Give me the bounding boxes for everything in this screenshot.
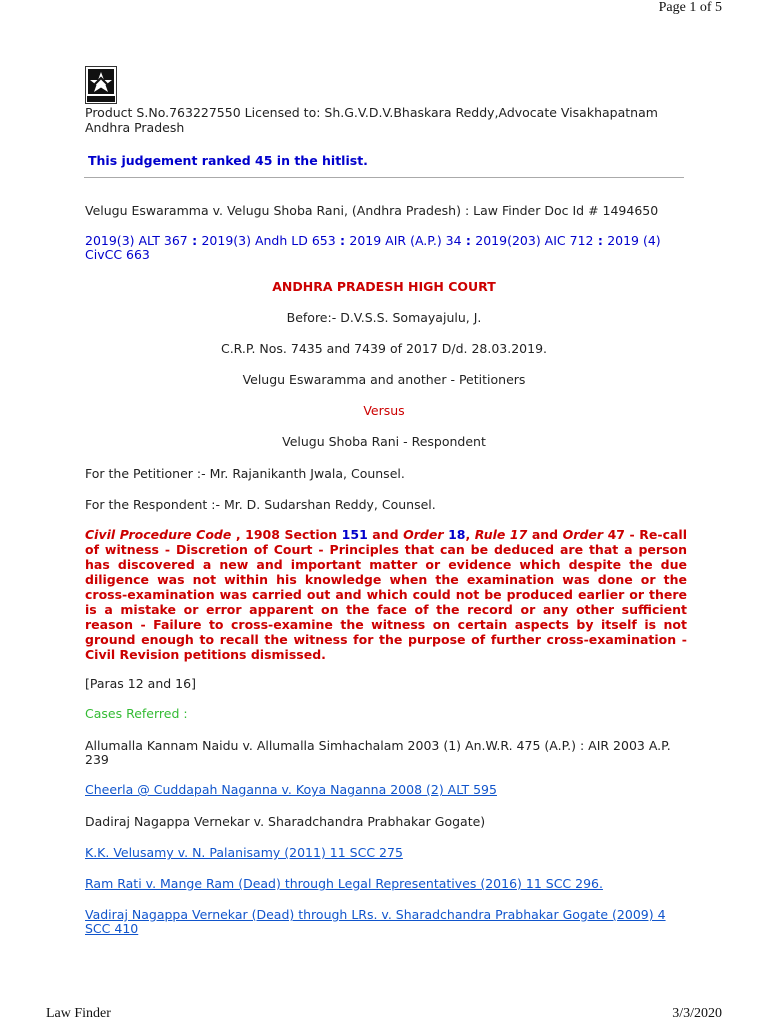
divider: [84, 177, 684, 178]
citation: 2019(3) Andh LD 653: [201, 233, 336, 248]
case-reference-link[interactable]: Vadiraj Nagappa Vernekar (Dead) through LRs. v. Sharadchandra Prabhakar Gogate (2009) 4 SCC 410: [85, 907, 666, 936]
citation: 2019(203) AIC 712: [475, 233, 594, 248]
case-reference-link[interactable]: K.K. Velusamy v. N. Palanisamy (2011) 11 SCC 275: [85, 845, 403, 860]
petitioners: Velugu Eswaramma and another - Petitioners: [242, 372, 526, 387]
respondent-counsel: For the Respondent :- Mr. D. Sudarshan Reddy, Counsel.: [85, 497, 436, 512]
court-name: ANDHRA PRADESH HIGH COURT: [272, 279, 496, 294]
case-reference: Dadiraj Nagappa Vernekar v. Sharadchandra Prabhakar Gogate): [85, 814, 486, 829]
case-reference-link[interactable]: Ram Rati v. Mange Ram (Dead) through Legal Representatives (2016) 11 SCC 296.: [85, 876, 603, 891]
citations: 2019(3) ALT 367 : 2019(3) Andh LD 653 : 2019 AIR (A.P.) 34 : 2019(203) AIC 712 : 2019 (4) CivCC 663: [85, 233, 661, 262]
license-line: Product S.No.763227550 Licensed to: Sh.G.V.D.V.Bhaskara Reddy,Advocate Visakhapatnam Andhra Pradesh: [85, 105, 658, 135]
headnote: Civil Procedure Code , 1908 Section 151 and Order 18, Rule 17 and Order 47 - Re-call of witness - Discretion of Court - Principles that can be deduced are that a person has discovered a new and important matter or evidence which despite the due diligence was not within his knowledge when the examination was done or the cross-examination was carried out and which could not be produced earlier or there is a mistake or error apparent on the face of the record or any other sufficient reason - Failure to cross-examine the witness on certain aspects by itself is not ground enough to recall the witness for the purpose of further cross-examination - Civil Revision petitions dismissed.: [85, 527, 687, 662]
citation: 2019(3) ALT 367: [85, 233, 188, 248]
page-number: Page 1 of 5: [658, 0, 722, 15]
footer-date: 3/3/2020: [672, 1006, 722, 1021]
versus-label: Versus: [363, 403, 405, 418]
respondent: Velugu Shoba Rani - Respondent: [282, 434, 486, 449]
paras-reference: [Paras 12 and 16]: [85, 676, 196, 691]
rank-notice: This judgement ranked 45 in the hitlist.: [88, 153, 368, 168]
citation: 2019 (4) CivCC 663: [85, 233, 661, 262]
case-reference-link[interactable]: Cheerla @ Cuddapah Naganna v. Koya Naganna 2008 (2) ALT 595: [85, 782, 497, 797]
case-reference: Allumalla Kannam Naidu v. Allumalla Simhachalam 2003 (1) An.W.R. 475 (A.P.) : AIR 2003 A.P. 239: [85, 738, 671, 767]
petitioner-counsel: For the Petitioner :- Mr. Rajanikanth Jwala, Counsel.: [85, 466, 405, 481]
case-title: Velugu Eswaramma v. Velugu Shoba Rani, (Andhra Pradesh) : Law Finder Doc Id # 1494650: [85, 203, 659, 218]
chawla-logo-icon: [85, 66, 117, 104]
case-number: C.R.P. Nos. 7435 and 7439 of 2017 D/d. 28.03.2019.: [220, 341, 548, 356]
bench: Before:- D.V.S.S. Somayajulu, J.: [286, 310, 482, 325]
footer-brand: Law Finder: [46, 1006, 111, 1021]
citation: 2019 AIR (A.P.) 34: [349, 233, 462, 248]
cases-referred-label: Cases Referred :: [85, 706, 188, 721]
